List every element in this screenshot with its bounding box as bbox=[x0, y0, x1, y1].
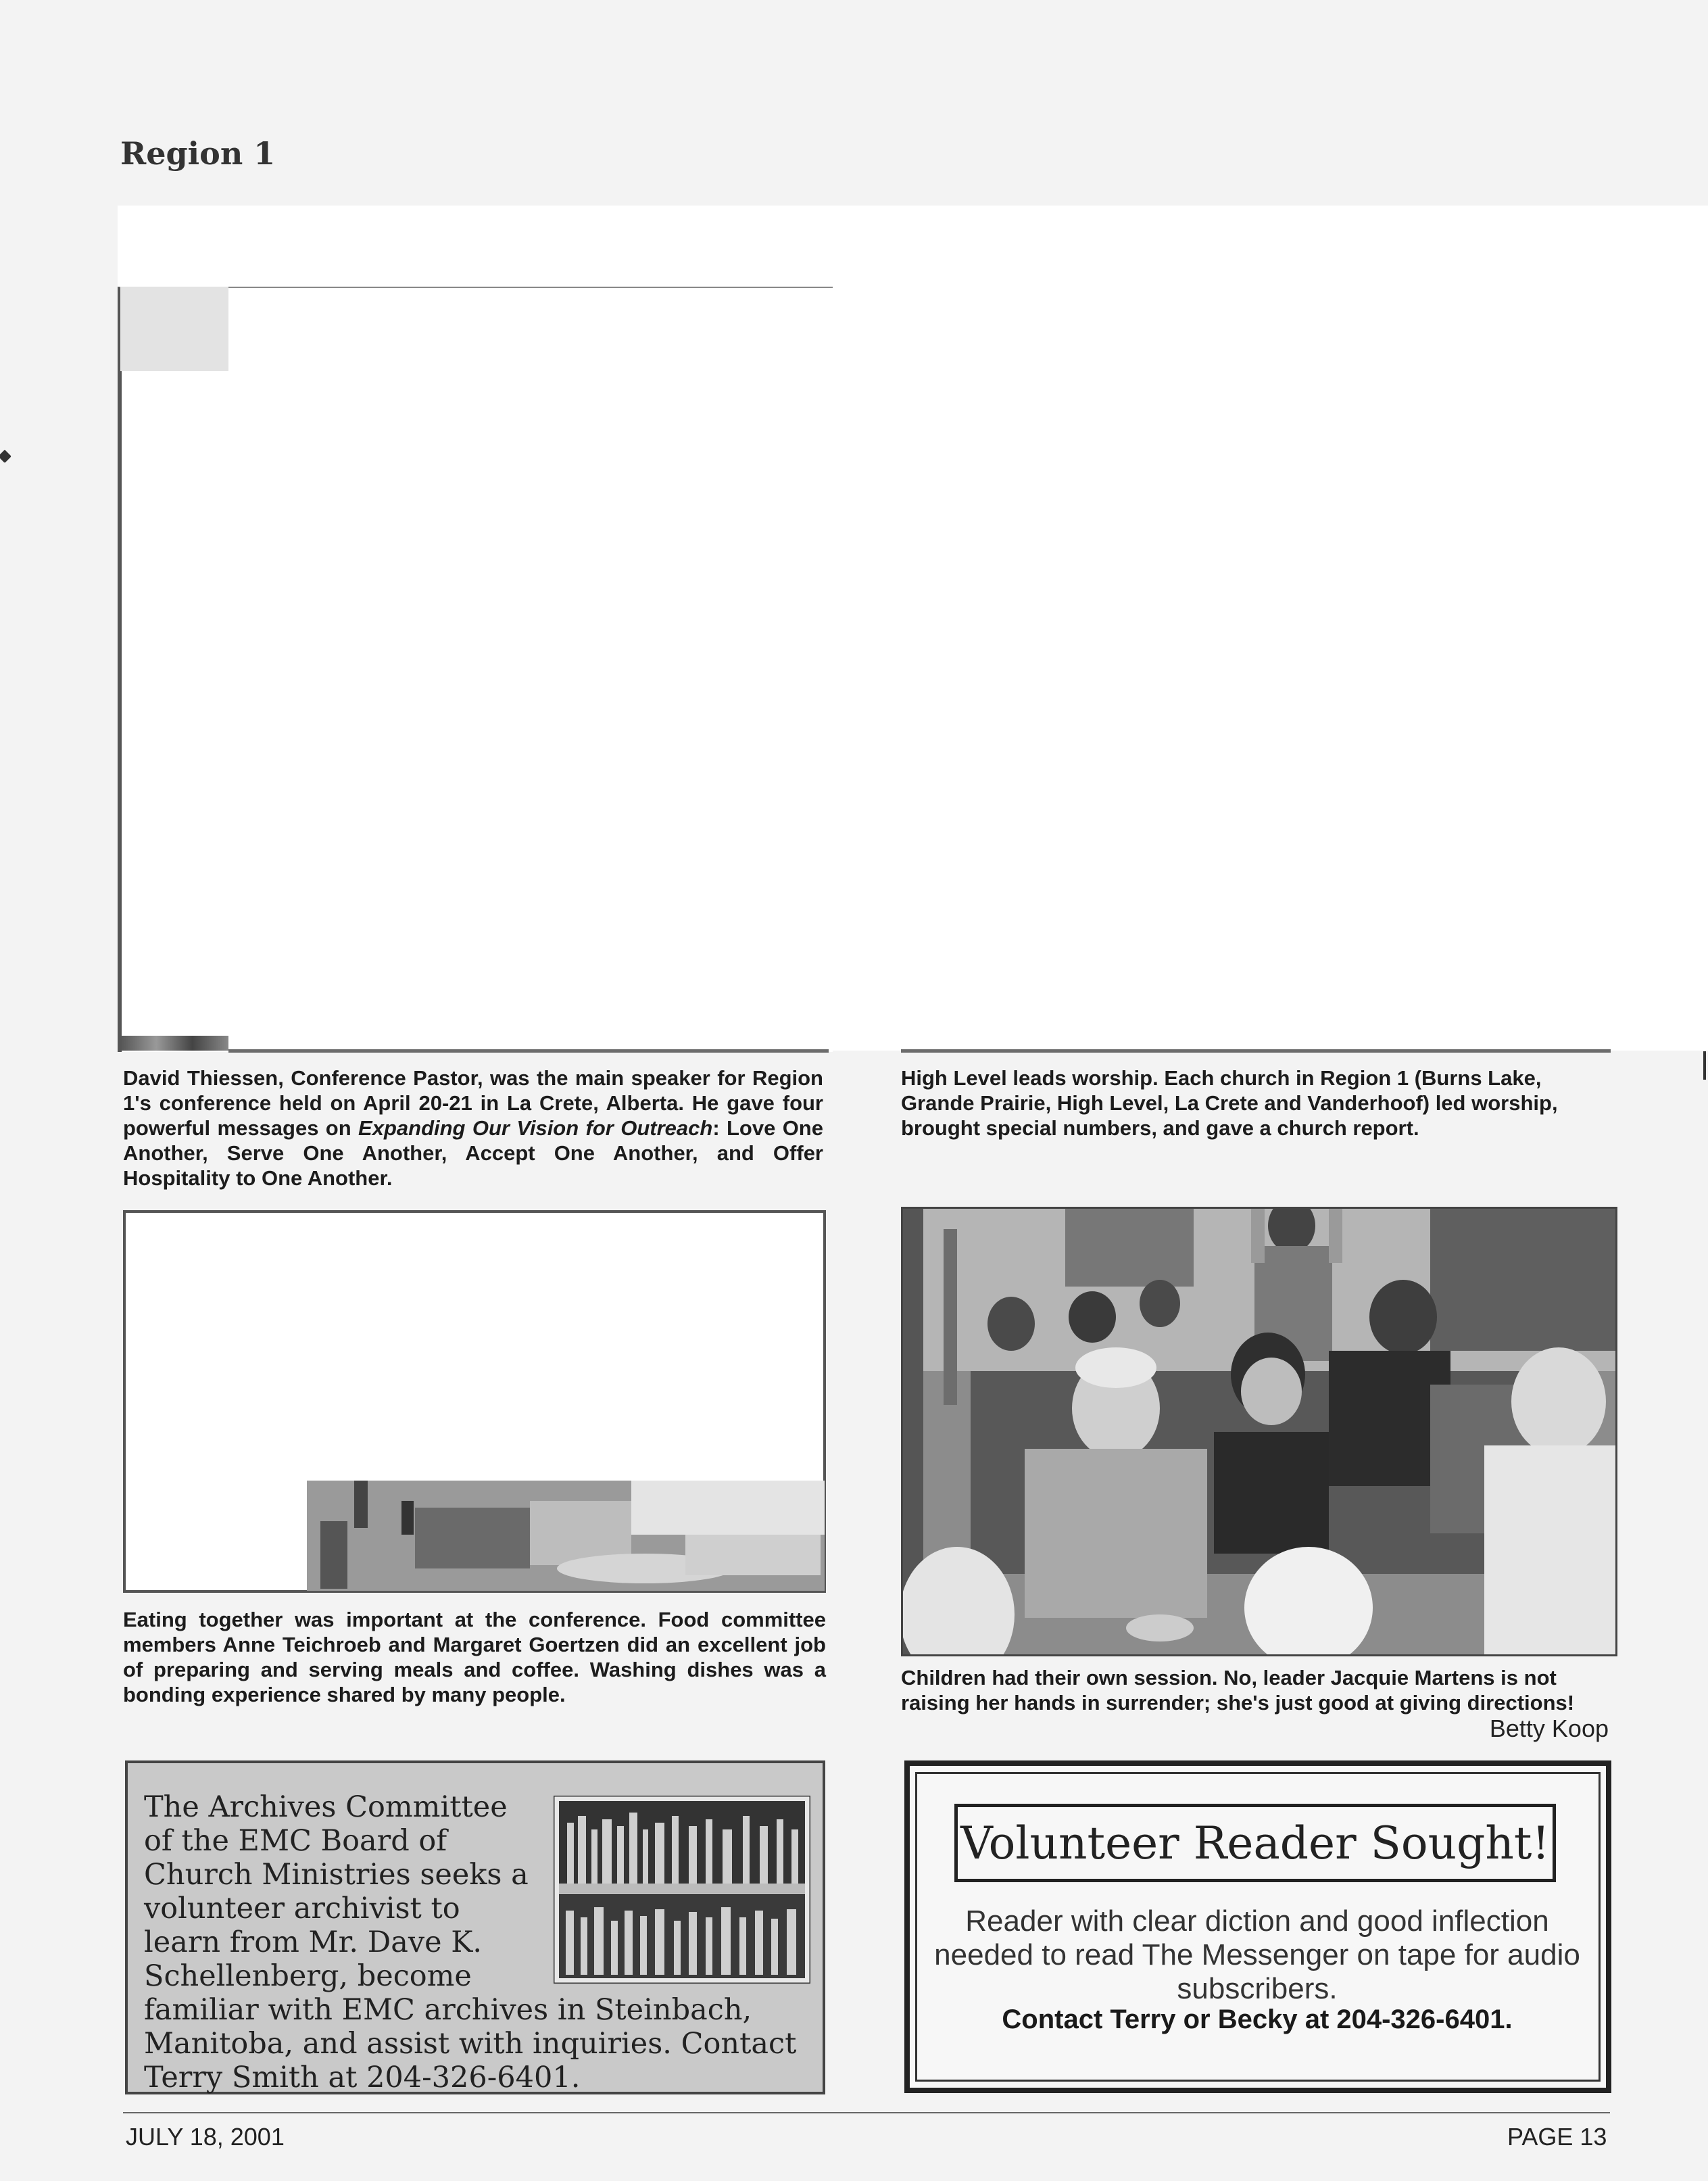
kitchen-photo-visible bbox=[307, 1481, 825, 1591]
footer-page-number: PAGE 13 bbox=[1507, 2123, 1607, 2151]
footer-rule bbox=[123, 2112, 1610, 2113]
worship-photo-bottom-rule bbox=[901, 1049, 1611, 1053]
children-photo bbox=[901, 1207, 1617, 1656]
photo-edge bbox=[120, 1036, 228, 1051]
reader-ad-body: Reader with clear diction and good inflection needed to read The Messenger on tape for audio subscribers. bbox=[934, 1904, 1580, 2005]
photo-credit: Betty Koop bbox=[1489, 1715, 1609, 1742]
region-label: Region 1 bbox=[120, 135, 276, 172]
eating-caption: Eating together was important at the conference. Food committee members Anne Teichroeb and Margaret Goertzen did an excellent job of preparing and serving meals and coffee. Washing dishes was a bonding experience shared by many people. bbox=[123, 1608, 826, 1706]
reader-ad-title: Volunteer Reader Sought! bbox=[960, 1817, 1550, 1869]
photo-corner bbox=[120, 287, 228, 371]
scan-mark-right bbox=[1703, 1051, 1706, 1080]
bookshelf-image bbox=[554, 1796, 810, 1984]
reader-ad-contact: Contact Terry or Becky at 204-326-6401. bbox=[1002, 2005, 1513, 2034]
archives-ad-text: The Archives Committee of the EMC Board of Church Ministries seeks a volunteer archivist to learn from Mr. Dave K. Schellenberg, become familiar with EMC archives in Steinbach, Manitoba, and assist with inquiries. Contact Terry Smith at 204-326-6401. bbox=[144, 1790, 810, 2094]
headline-cropped bbox=[291, 181, 1663, 208]
scan-mark bbox=[0, 450, 11, 463]
footer-date: JULY 18, 2001 bbox=[126, 2123, 285, 2151]
speaker-caption: David Thiessen, Conference Pastor, was the main speaker for Region 1's conference held on April 20-21 in La Crete, Alberta. He gave four powerful messages on Expanding Our Vision for Outreach: Love One Another, Serve One Another, Accept One Another, and Offer Hospitality to One Another. bbox=[123, 1066, 823, 1190]
children-caption: Children had their own session. No, leader Jacquie Martens is not raising her hands in surrender; she's just good at giving directions! bbox=[901, 1666, 1575, 1715]
speaker-photo bbox=[118, 287, 833, 1052]
speaker-caption-italic: Expanding Our Vision for Outreach bbox=[358, 1116, 713, 1140]
worship-caption: High Level leads worship. Each church in Region 1 (Burns Lake, Grande Prairie, High Level, La Crete and Vanderhoof) led worship, brought special numbers, and gave a church report. bbox=[901, 1066, 1558, 1140]
reader-ad-title-box bbox=[954, 1804, 1556, 1882]
photo-bottom-rule bbox=[228, 1049, 829, 1053]
